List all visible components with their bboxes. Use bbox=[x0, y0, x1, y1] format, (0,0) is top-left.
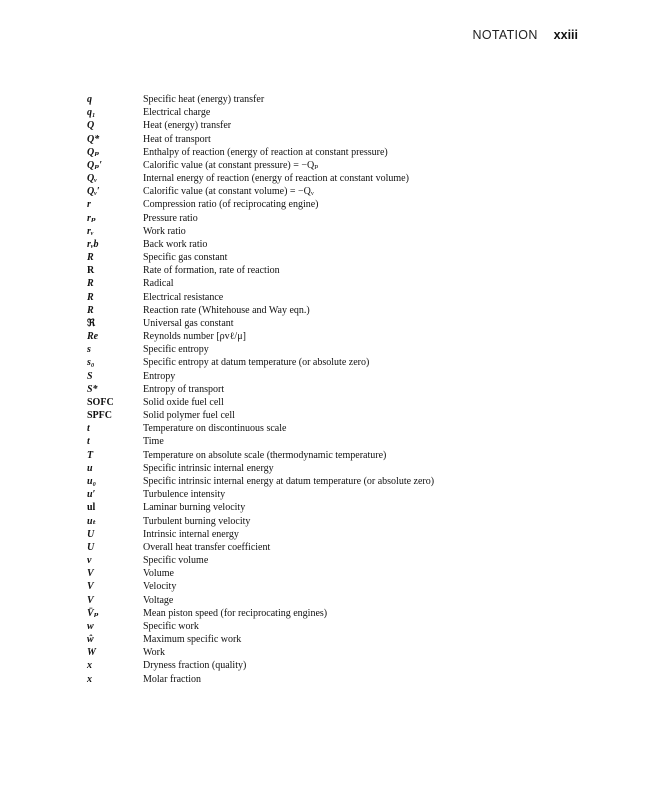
notation-row bbox=[87, 370, 587, 383]
notation-row bbox=[87, 528, 587, 541]
notation-symbol: t bbox=[87, 423, 90, 435]
notation-symbol: uₜ bbox=[87, 515, 97, 527]
notation-symbol: rₚ bbox=[87, 212, 96, 224]
notation-row bbox=[87, 119, 587, 132]
notation-symbol: T bbox=[87, 449, 94, 461]
notation-row bbox=[87, 238, 587, 251]
notation-symbol: rᵥ bbox=[87, 225, 94, 237]
notation-description: Turbulent burning velocity bbox=[143, 515, 251, 527]
notation-row bbox=[87, 251, 587, 264]
notation-description: Work ratio bbox=[143, 225, 186, 237]
notation-row bbox=[87, 356, 587, 369]
notation-symbol: V bbox=[87, 581, 94, 593]
notation-symbol: R bbox=[87, 252, 94, 264]
notation-symbol: W bbox=[87, 647, 96, 659]
notation-description: Temperature on absolute scale (thermodynamic temperature) bbox=[143, 449, 387, 461]
notation-description: Calorific value (at constant volume) = −Qᵥ bbox=[143, 186, 314, 198]
notation-row bbox=[87, 567, 587, 580]
notation-symbol: s bbox=[87, 344, 91, 356]
notation-row bbox=[87, 620, 587, 633]
notation-row bbox=[87, 343, 587, 356]
notation-row bbox=[87, 172, 587, 185]
notation-description: Specific entropy at datum temperature (or absolute zero) bbox=[143, 357, 370, 369]
notation-description: Solid polymer fuel cell bbox=[143, 410, 235, 422]
notation-symbol: Qᵥ bbox=[87, 173, 97, 185]
notation-description: Specific intrinsic internal energy at datum temperature (or absolute zero) bbox=[143, 475, 435, 487]
notation-symbol: r bbox=[87, 199, 91, 211]
notation-symbol: u₀ bbox=[87, 475, 97, 487]
notation-symbol: Q bbox=[87, 120, 95, 132]
notation-symbol: q₁ bbox=[87, 107, 96, 119]
running-head: NOTATION bbox=[472, 28, 538, 42]
notation-row bbox=[87, 515, 587, 528]
notation-description: Voltage bbox=[143, 594, 174, 606]
notation-row bbox=[87, 133, 587, 146]
notation-row bbox=[87, 212, 587, 225]
notation-row bbox=[87, 633, 587, 646]
notation-symbol: v bbox=[87, 555, 92, 567]
notation-symbol: x bbox=[87, 660, 92, 672]
notation-description: Intrinsic internal energy bbox=[143, 528, 239, 540]
notation-description: Specific intrinsic internal energy bbox=[143, 462, 274, 474]
notation-description: Back work ratio bbox=[143, 238, 208, 250]
notation-row bbox=[87, 409, 587, 422]
notation-row bbox=[87, 659, 587, 672]
notation-symbol: Q* bbox=[87, 133, 100, 145]
notation-symbol: rᵥb bbox=[87, 238, 99, 250]
notation-description: Enthalpy of reaction (energy of reaction at constant pressure) bbox=[143, 146, 388, 158]
notation-description: Entropy bbox=[143, 370, 176, 382]
notation-symbol: ℜ bbox=[87, 317, 96, 329]
notation-description: Calorific value (at constant pressure) = −Qₚ bbox=[143, 159, 319, 171]
notation-row bbox=[87, 317, 587, 330]
notation-description: Maximum specific work bbox=[143, 634, 242, 646]
notation-symbol: Qₚ bbox=[87, 146, 100, 158]
notation-description: Radical bbox=[143, 278, 174, 290]
notation-row bbox=[87, 159, 587, 172]
notation-description: Specific entropy bbox=[143, 344, 209, 356]
notation-description: Volume bbox=[143, 568, 174, 580]
notation-row bbox=[87, 422, 587, 435]
notation-row bbox=[87, 554, 587, 567]
notation-symbol: u bbox=[87, 462, 93, 474]
notation-row bbox=[87, 462, 587, 475]
notation-symbol: R bbox=[87, 291, 94, 303]
notation-description: Specific work bbox=[143, 620, 199, 632]
notation-description: Compression ratio (of reciprocating engine) bbox=[143, 199, 319, 211]
notation-row bbox=[87, 225, 587, 238]
notation-description: Heat (energy) transfer bbox=[143, 120, 232, 132]
notation-row bbox=[87, 475, 587, 488]
notation-description: Turbulence intensity bbox=[143, 489, 226, 501]
notation-row bbox=[87, 580, 587, 593]
notation-row bbox=[87, 330, 587, 343]
notation-row bbox=[87, 383, 587, 396]
page-header bbox=[473, 28, 578, 42]
notation-description: Overall heat transfer coefficient bbox=[143, 541, 271, 553]
notation-description: Electrical resistance bbox=[143, 291, 224, 303]
notation-symbol: Qₚ′ bbox=[87, 159, 103, 171]
notation-description: Electrical charge bbox=[143, 107, 211, 119]
notation-symbol: R bbox=[87, 278, 94, 290]
notation-symbol: s₀ bbox=[87, 357, 95, 369]
notation-symbol: q bbox=[87, 94, 92, 105]
notation-description: Reaction rate (Whitehouse and Way eqn.) bbox=[143, 304, 310, 316]
notation-description: Reynolds number [ρvℓ/μ] bbox=[143, 331, 246, 343]
notation-row bbox=[87, 277, 587, 290]
notation-symbol: V bbox=[87, 594, 94, 606]
notation-row bbox=[87, 198, 587, 211]
notation-symbol: ŵ bbox=[87, 634, 94, 646]
notation-description: Mean piston speed (for reciprocating engines) bbox=[143, 607, 328, 619]
notation-description: Laminar burning velocity bbox=[143, 502, 246, 514]
page-number: xxiii bbox=[553, 28, 578, 42]
notation-description: Time bbox=[143, 436, 164, 448]
notation-description: Internal energy of reaction (energy of reaction at constant volume) bbox=[143, 173, 409, 185]
notation-symbol: Re bbox=[87, 331, 99, 343]
notation-row bbox=[87, 396, 587, 409]
notation-symbol: U bbox=[87, 541, 95, 553]
notation-description: Heat of transport bbox=[143, 133, 211, 145]
notation-description: Universal gas constant bbox=[143, 317, 234, 329]
notation-row bbox=[87, 541, 587, 554]
notation-description: Pressure ratio bbox=[143, 212, 198, 224]
notation-row bbox=[87, 106, 587, 119]
notation-description: Velocity bbox=[143, 581, 177, 593]
notation-row bbox=[87, 449, 587, 462]
notation-row bbox=[87, 304, 587, 317]
notation-symbol: R bbox=[87, 265, 95, 277]
notation-list bbox=[87, 93, 587, 686]
notation-description: Specific gas constant bbox=[143, 252, 228, 264]
notation-symbol: V̄ₚ bbox=[87, 607, 99, 619]
notation-description: Entropy of transport bbox=[143, 383, 225, 395]
notation-symbol: R bbox=[87, 304, 94, 316]
notation-row bbox=[87, 264, 587, 277]
notation-description: Work bbox=[143, 647, 165, 659]
notation-symbol: S bbox=[87, 370, 93, 382]
notation-symbol: V bbox=[87, 568, 94, 580]
notation-row bbox=[87, 488, 587, 501]
notation-row bbox=[87, 185, 587, 198]
notation-row bbox=[87, 93, 587, 106]
notation-symbol: SPFC bbox=[87, 410, 112, 422]
notation-description: Molar fraction bbox=[143, 673, 202, 685]
notation-row bbox=[87, 146, 587, 159]
notation-description: Dryness fraction (quality) bbox=[143, 660, 247, 672]
notation-description: Specific volume bbox=[143, 555, 209, 567]
notation-symbol: u′ bbox=[87, 489, 96, 501]
notation-symbol: ul bbox=[87, 502, 96, 514]
notation-symbol: t bbox=[87, 436, 90, 448]
notation-symbol: x bbox=[87, 673, 92, 685]
notation-symbol: U bbox=[87, 528, 95, 540]
notation-row bbox=[87, 435, 587, 448]
notation-symbol: SOFC bbox=[87, 396, 114, 408]
notation-symbol: w bbox=[87, 620, 94, 632]
notation-symbol: Qᵥ′ bbox=[87, 186, 100, 198]
notation-row bbox=[87, 607, 587, 620]
notation-symbol: S* bbox=[87, 383, 98, 395]
notation-row bbox=[87, 673, 587, 686]
notation-description: Rate of formation, rate of reaction bbox=[143, 265, 280, 277]
notation-row bbox=[87, 646, 587, 659]
notation-description: Temperature on discontinuous scale bbox=[143, 423, 287, 435]
notation-row bbox=[87, 594, 587, 607]
notation-row bbox=[87, 501, 587, 514]
notation-row bbox=[87, 291, 587, 304]
notation-description: Solid oxide fuel cell bbox=[143, 396, 224, 408]
notation-description: Specific heat (energy) transfer bbox=[143, 94, 265, 105]
